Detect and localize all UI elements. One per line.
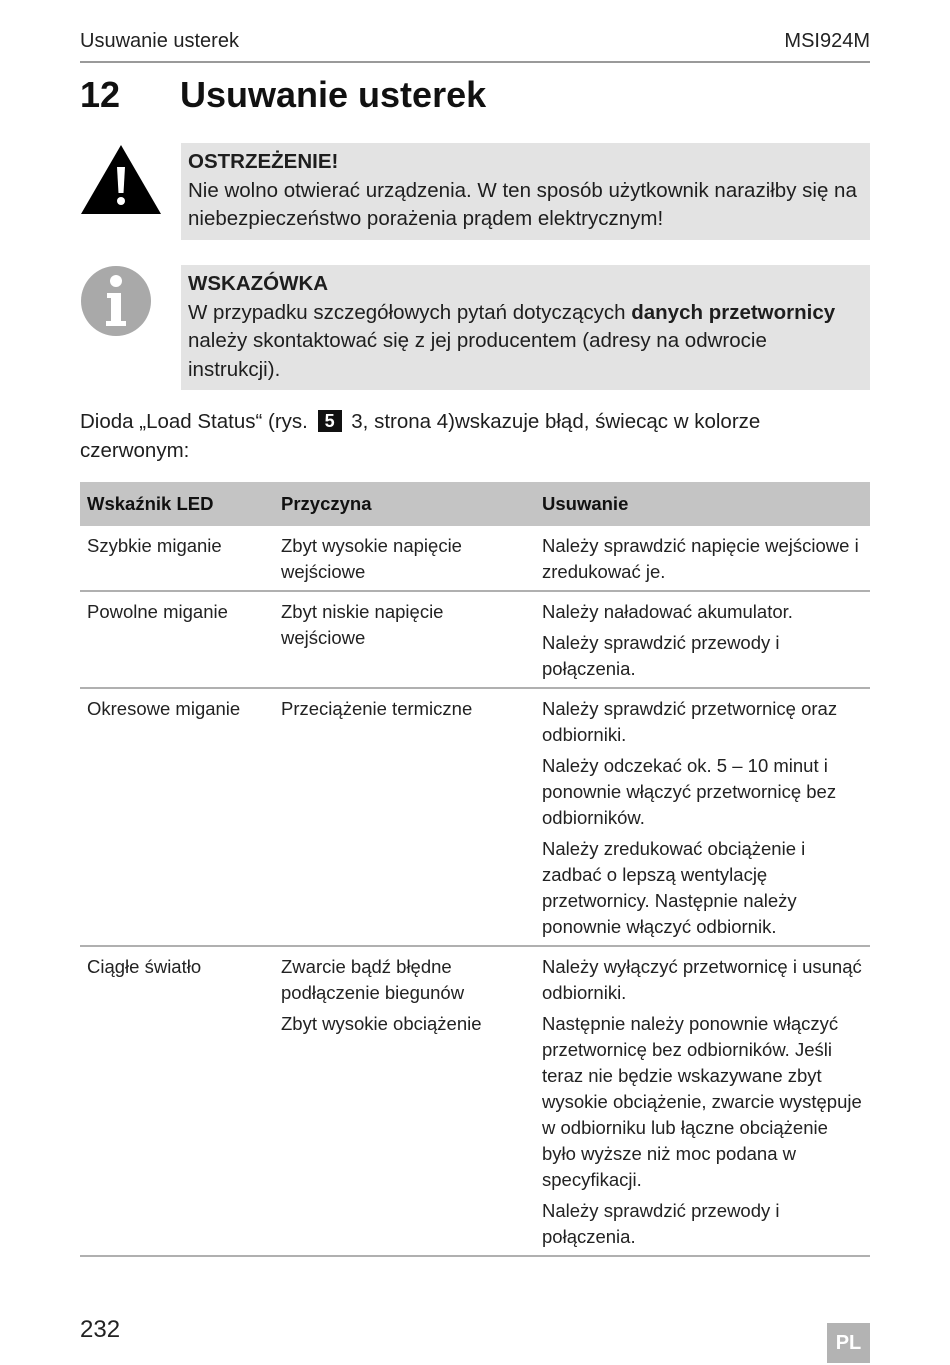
cause-text: Zbyt niskie napięcie wejściowe <box>281 601 444 648</box>
led-cell: Ciągłe światło <box>80 946 274 1256</box>
hint-title: WSKAZÓWKA <box>188 272 329 295</box>
table-row <box>80 526 870 591</box>
led-cell: Szybkie miganie <box>80 526 274 591</box>
cause-cell <box>274 946 535 1256</box>
info-icon <box>80 265 152 342</box>
intro-text-end: 3, strona 4)wskazuje błąd, świecąc w kolorze czerwonym: <box>80 410 761 462</box>
remedy-cell <box>535 688 870 946</box>
hint-text-end: należy skontaktować się z jej producentem (adresy na odwrocie instrukcji). <box>188 329 767 381</box>
column-header-cause: Przyczyna <box>274 482 535 526</box>
remedy-text: Należy sprawdzić przewody i połączenia. <box>542 1200 780 1247</box>
intro-text-start: Dioda „Load Status“ (rys. <box>80 410 314 433</box>
remedy-text: Należy sprawdzić napięcie wejściowe i zredukować je. <box>542 535 859 582</box>
cause-cell <box>274 688 535 946</box>
remedy-text: Należy sprawdzić przetwornicę oraz odbiorniki. <box>542 698 838 745</box>
remedy-cell <box>535 946 870 1256</box>
page-number: 232 <box>80 1316 121 1343</box>
intro-paragraph <box>80 408 870 465</box>
warning-title: OSTRZEŻENIE! <box>188 150 339 173</box>
table-row <box>80 688 870 946</box>
remedy-cell <box>535 591 870 688</box>
cause-text: Zwarcie bądź błędne podłączenie biegunów <box>281 956 465 1003</box>
hint-text-bold: danych przetwornicy <box>631 300 836 324</box>
warning-text: Nie wolno otwierać urządzenia. W ten sposób użytkownik naraziłby się na niebezpieczeństwo porażenia prądem elektrycznym! <box>188 178 857 230</box>
remedy-text: Następnie należy ponownie włączyć przetwornicę bez odbiorników. Jeśli teraz nie będzie wskazywane zbyt wysokie obciążenie, zwarcie występuje w odbiorniku lub łączne obciążenie było wyższe niż moc podana w specyfikacji. <box>542 1013 862 1190</box>
column-header-led: Wskaźnik LED <box>80 482 274 526</box>
table-header-row <box>80 482 870 526</box>
hint-box <box>181 265 870 390</box>
warning-box <box>181 143 870 240</box>
language-badge: PL <box>827 1323 870 1363</box>
cause-cell <box>274 526 535 591</box>
running-header <box>80 30 870 63</box>
led-cell: Powolne miganie <box>80 591 274 688</box>
troubleshooting-table <box>80 482 870 1257</box>
cause-text: Zbyt wysokie napięcie wejściowe <box>281 535 462 582</box>
chapter-title: Usuwanie usterek <box>180 74 487 115</box>
led-cell: Okresowe miganie <box>80 688 274 946</box>
remedy-text: Należy sprawdzić przewody i połączenia. <box>542 632 780 679</box>
figure-reference-badge: 5 <box>318 410 342 432</box>
remedy-text: Należy zredukować obciążenie i zadbać o lepszą wentylację przetwornicy. Następnie należy ponownie włączyć odbiornik. <box>542 838 806 937</box>
cause-text: Przeciążenie termiczne <box>281 698 473 719</box>
chapter-number: 12 <box>80 74 121 115</box>
remedy-text: Należy odczekać ok. 5 – 10 minut i ponownie włączyć przetwornicę bez odbiorników. <box>542 755 837 828</box>
column-header-remedy: Usuwanie <box>535 482 870 526</box>
warning-triangle-icon <box>80 143 162 220</box>
remedy-text: Należy naładować akumulator. <box>542 601 793 622</box>
cause-text: Zbyt wysokie obciążenie <box>281 1013 482 1034</box>
remedy-cell <box>535 526 870 591</box>
hint-text-start: W przypadku szczegółowych pytań dotyczących <box>188 300 632 324</box>
chapter-heading <box>80 74 870 116</box>
table-row <box>80 946 870 1256</box>
header-model-name: MSI924M <box>784 30 870 52</box>
table-row <box>80 591 870 688</box>
header-section-title: Usuwanie usterek <box>80 30 239 52</box>
remedy-text: Należy wyłączyć przetwornicę i usunąć odbiorniki. <box>542 956 862 1003</box>
cause-cell <box>274 591 535 688</box>
